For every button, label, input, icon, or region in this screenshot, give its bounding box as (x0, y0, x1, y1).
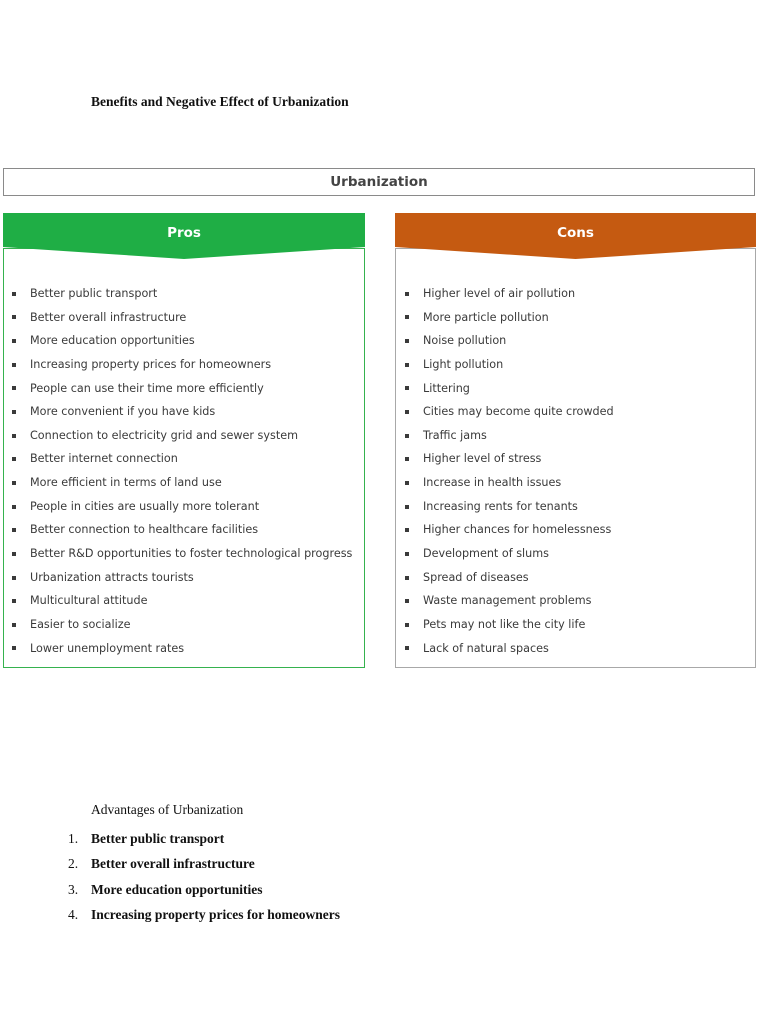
list-item (405, 637, 753, 661)
list-item (12, 518, 362, 542)
item-number: 3. (68, 881, 79, 897)
bullet-icon (12, 623, 16, 627)
advantages-title: Advantages of Urbanization (91, 802, 244, 817)
list-item (60, 877, 340, 902)
list-item (405, 353, 753, 377)
bullet-icon (405, 646, 409, 650)
pros-item-text: Lower unemployment rates (30, 641, 185, 655)
cons-item-text: Traffic jams (423, 428, 487, 442)
bullet-icon (12, 339, 16, 343)
bullet-icon (12, 457, 16, 461)
pros-item-text: People can use their time more efficiently (30, 381, 264, 395)
list-item (12, 400, 362, 424)
list-item (12, 329, 362, 353)
item-text: Better public transport (91, 831, 225, 846)
list-item (12, 353, 362, 377)
bullet-icon (12, 434, 16, 438)
bullet-icon (12, 363, 16, 367)
cons-item-text: Higher level of stress (423, 452, 542, 466)
bullet-icon (405, 363, 409, 367)
list-item (12, 424, 362, 448)
bullet-icon (405, 410, 409, 414)
cons-item-text: Increase in health issues (423, 476, 562, 490)
list-item (405, 447, 753, 471)
cons-item-text: Development of slums (423, 547, 549, 561)
cons-header (395, 213, 756, 261)
list-item (405, 471, 753, 495)
list-item (12, 471, 362, 495)
list-item (405, 306, 753, 330)
bullet-icon (12, 576, 16, 580)
list-item (405, 329, 753, 353)
item-text: More education opportunities (91, 881, 263, 897)
pros-item-text: Better overall infrastructure (30, 310, 187, 324)
bullet-icon (12, 646, 16, 650)
bullet-icon (12, 315, 16, 319)
item-text: Better overall infrastructure (91, 856, 255, 872)
pros-header-label: Pros (167, 225, 201, 241)
list-item (60, 826, 340, 851)
pros-item-text: People in cities are usually more tolerant (30, 499, 260, 513)
cons-item-text: Littering (423, 381, 470, 395)
item-number: 1. (68, 831, 79, 846)
cons-list (405, 282, 753, 660)
list-item (12, 306, 362, 330)
cons-item-text: Increasing rents for tenants (423, 499, 578, 513)
pros-item-text: Connection to electricity grid and sewer system (30, 428, 299, 442)
bullet-icon (405, 292, 409, 296)
bullet-icon (12, 528, 16, 532)
cons-item-text: Waste management problems (423, 594, 592, 608)
list-item (405, 542, 753, 566)
list-item (60, 851, 340, 876)
pros-item-text: More efficient in terms of land use (30, 476, 222, 490)
list-item (405, 518, 753, 542)
list-item (12, 566, 362, 590)
bullet-icon (405, 576, 409, 580)
list-item (12, 495, 362, 519)
bullet-icon (12, 599, 16, 603)
bullet-icon (12, 292, 16, 296)
bullet-icon (405, 599, 409, 603)
cons-item-text: Higher level of air pollution (423, 287, 576, 300)
item-text: Increasing property prices for homeowners (91, 906, 340, 922)
pros-item-text: Better connection to healthcare facilities (30, 523, 259, 537)
pros-item-text: More education opportunities (30, 334, 195, 348)
cons-item-text: More particle pollution (423, 310, 549, 324)
bullet-icon (12, 410, 16, 414)
pros-item-text: Better R&D opportunities to foster technological progress (30, 547, 353, 561)
item-number: 4. (68, 906, 79, 922)
document-title: Benefits and Negative Effect of Urbanization (91, 94, 349, 109)
pros-list (12, 282, 362, 660)
bullet-icon (12, 552, 16, 556)
cons-item-text: Pets may not like the city life (423, 617, 586, 631)
pros-item-text: Easier to socialize (30, 617, 131, 631)
list-item (12, 542, 362, 566)
cons-header-label: Cons (557, 225, 594, 241)
advantages-list (60, 826, 340, 927)
list-item (405, 589, 753, 613)
bullet-icon (405, 315, 409, 319)
list-item (405, 377, 753, 401)
cons-item-text: Noise pollution (423, 334, 507, 348)
pros-item-text: Urbanization attracts tourists (30, 570, 194, 584)
list-item (405, 566, 753, 590)
list-item (12, 377, 362, 401)
pros-item-text: Multicultural attitude (30, 594, 148, 608)
bullet-icon (12, 505, 16, 509)
bullet-icon (405, 623, 409, 627)
list-item (12, 447, 362, 471)
cons-item-text: Lack of natural spaces (423, 641, 549, 655)
urbanization-header: Urbanization (3, 168, 755, 196)
list-item (12, 282, 362, 306)
pros-item-text: Increasing property prices for homeowners (30, 357, 272, 371)
bullet-icon (405, 386, 409, 390)
pros-header (3, 213, 365, 261)
list-item (405, 613, 753, 637)
item-number: 2. (68, 856, 79, 872)
cons-item-text: Cities may become quite crowded (423, 405, 614, 419)
bullet-icon (405, 481, 409, 485)
pros-item-text: More convenient if you have kids (30, 405, 216, 419)
bullet-icon (405, 434, 409, 438)
list-item (60, 902, 340, 927)
list-item (405, 400, 753, 424)
list-item (12, 589, 362, 613)
list-item (12, 637, 362, 661)
list-item (405, 495, 753, 519)
bullet-icon (12, 481, 16, 485)
cons-item-text: Spread of diseases (423, 570, 529, 584)
cons-item-text: Light pollution (423, 357, 504, 371)
list-item (405, 424, 753, 448)
list-item (405, 282, 753, 306)
pros-item-text: Better internet connection (30, 452, 178, 466)
bullet-icon (405, 505, 409, 509)
bullet-icon (405, 457, 409, 461)
bullet-icon (405, 339, 409, 343)
bullet-icon (12, 386, 16, 390)
bullet-icon (405, 528, 409, 532)
cons-item-text: Higher chances for homelessness (423, 523, 612, 537)
bullet-icon (405, 552, 409, 556)
list-item (12, 613, 362, 637)
pros-item-text: Better public transport (30, 287, 158, 300)
